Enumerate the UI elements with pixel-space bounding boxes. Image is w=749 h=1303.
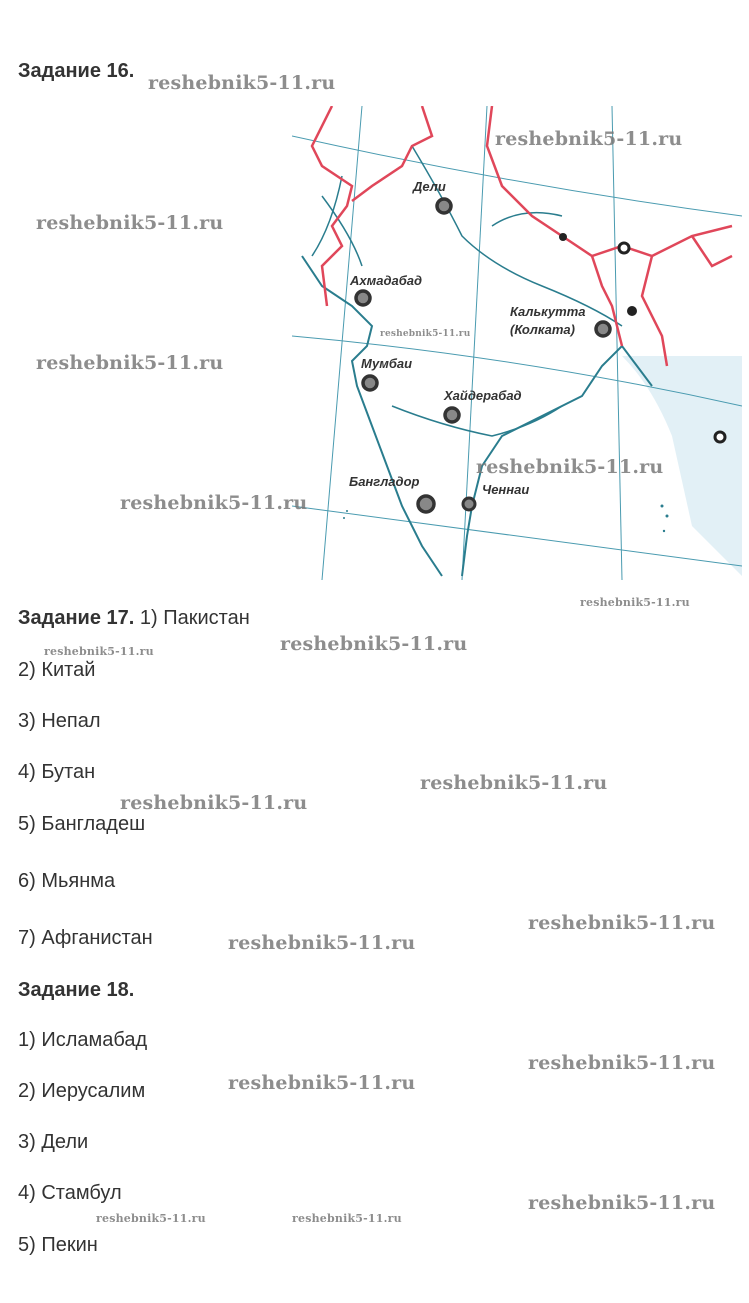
watermark: reshebnik5-11.ru [528, 1052, 716, 1074]
task18-item-3: 3) Дели [18, 1131, 89, 1153]
map-grid [292, 106, 742, 580]
city-marker-ahmadabad [356, 291, 370, 305]
task18-item-1: 1) Исламабад [18, 1029, 148, 1051]
islands [343, 505, 669, 533]
task17-title: Задание 17. [18, 607, 135, 629]
task17-item-7: 7) Афганистан [18, 927, 153, 949]
watermark: reshebnik5-11.ru [228, 932, 416, 954]
watermark: reshebnik5-11.ru [228, 1072, 416, 1094]
city-marker-kolkata [596, 322, 610, 336]
india-map [292, 106, 742, 580]
watermark: reshebnik5-11.ru [495, 128, 683, 150]
task18-title: Задание 18. [18, 979, 135, 1001]
watermark: reshebnik5-11.ru [36, 212, 224, 234]
city-label-mumbai: Мумбаи [361, 356, 413, 371]
task17-item-2: 2) Китай [18, 659, 96, 681]
watermark: reshebnik5-11.ru [580, 596, 690, 609]
city-marker-hyderabad [445, 408, 459, 422]
city-marker-chennai [463, 498, 475, 510]
task17-heading [18, 607, 250, 630]
city-label-hyderabad: Хайдерабад [444, 388, 522, 403]
task17-item-3: 3) Непал [18, 710, 101, 732]
task16-title: Задание 16. [18, 60, 135, 82]
city-label-chennai: Ченнаи [482, 482, 530, 497]
city-marker-mumbai [363, 376, 377, 390]
watermark: reshebnik5-11.ru [96, 1212, 206, 1225]
watermark: reshebnik5-11.ru [528, 1192, 716, 1214]
task18-item-2: 2) Иерусалим [18, 1080, 146, 1102]
city-marker-delhi [437, 199, 451, 213]
city-label-kolkata: Калькутта [510, 304, 586, 319]
task18-item-4: 4) Стамбул [18, 1182, 122, 1204]
watermark: reshebnik5-11.ru [120, 492, 308, 514]
task17-item-5: 5) Бангладеш [18, 813, 146, 835]
city-label-kolkata-alt: (Колката) [510, 322, 575, 337]
watermark: reshebnik5-11.ru [280, 633, 468, 655]
watermark: reshebnik5-11.ru [380, 329, 471, 339]
city-label-delhi: Дели [413, 179, 446, 194]
map-svg [292, 106, 742, 580]
task17-item-1: 1) Пакистан [139, 607, 250, 629]
task17-item-6: 6) Мьянма [18, 870, 116, 892]
city-marker-bangalore [418, 496, 434, 512]
watermark: reshebnik5-11.ru [44, 645, 154, 658]
city-label-ahmadabad: Ахмадабад [350, 273, 423, 288]
watermark: reshebnik5-11.ru [476, 456, 664, 478]
task18-item-5: 5) Пекин [18, 1234, 98, 1256]
city-label-bangalore: Бангладор [349, 474, 420, 489]
watermark: reshebnik5-11.ru [420, 772, 608, 794]
watermark: reshebnik5-11.ru [36, 352, 224, 374]
watermark: reshebnik5-11.ru [148, 72, 336, 94]
watermark: reshebnik5-11.ru [120, 792, 308, 814]
watermark: reshebnik5-11.ru [292, 1212, 402, 1225]
task17-item-4: 4) Бутан [18, 761, 96, 783]
watermark: reshebnik5-11.ru [528, 912, 716, 934]
